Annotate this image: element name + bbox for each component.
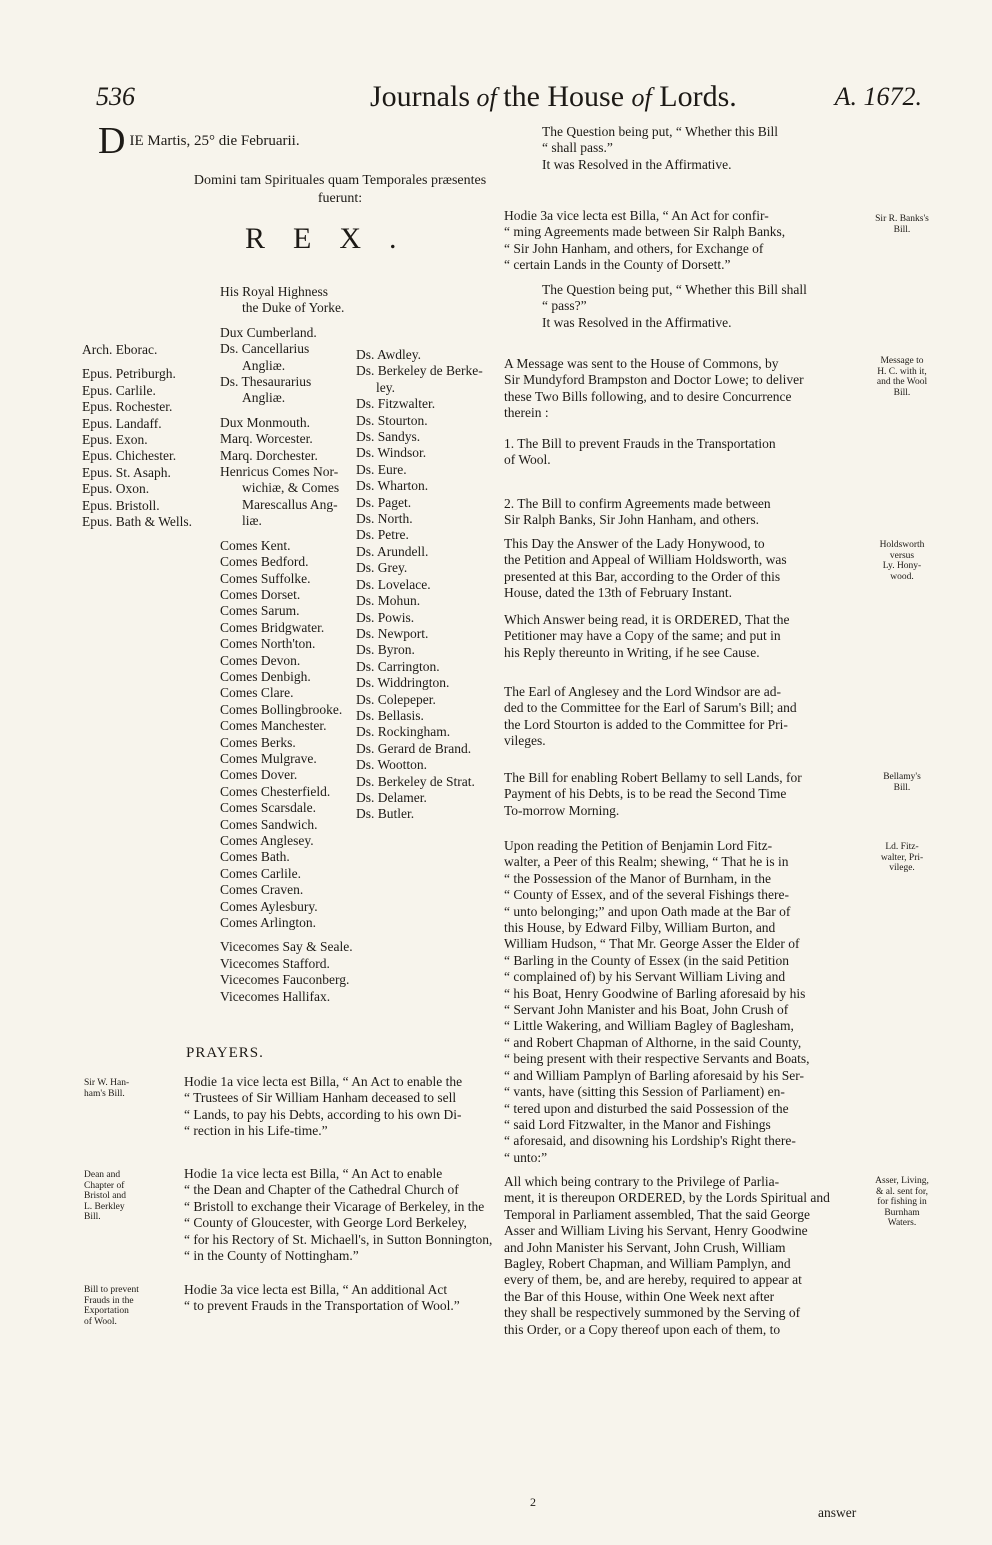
text-line: the Petition and Appeal of William Holdsworth, was <box>504 552 787 568</box>
text-line: Ds. Grey. <box>356 560 408 576</box>
text-line: of Wool. <box>504 452 551 468</box>
running-title: Journals of the House of Lords. <box>370 80 737 113</box>
text-line: these Two Bills following, and to desire Concurrence <box>504 388 792 404</box>
text-line: Payment of his Debts, is to be read the Second Time <box>504 786 787 802</box>
text-line: vilege. <box>889 863 915 873</box>
text-line: Bill. <box>84 1212 101 1222</box>
text-line: Hodie 3a vice lecta est Billa, “ An additional Act <box>184 1282 448 1297</box>
barons-list <box>356 347 483 823</box>
text-line: ment, it is thereupon ORDERED, by the Lords Spiritual and <box>504 1190 830 1206</box>
text-line: Ds. Widdrington. <box>356 675 450 691</box>
text-line: Ds. Mohun. <box>356 593 421 609</box>
text-line: Vicecomes Fauconberg. <box>220 972 350 988</box>
text-line: “ Barling in the County of Essex (in the said Petition <box>504 952 789 968</box>
text-line: “ the Dean and Chapter of the Cathedral Church of <box>184 1182 459 1198</box>
text-line: the Duke of Yorke. <box>242 300 345 316</box>
text-line: Hodie 1a vice lecta est Billa, “ An Act to enable <box>184 1166 443 1181</box>
text-line: Bristol and <box>84 1191 126 1201</box>
text-line: “ County of Gloucester, with George Lord Berkeley, <box>184 1215 467 1231</box>
text-line: Vicecomes Hallifax. <box>220 988 331 1004</box>
margin-note-message <box>856 356 948 398</box>
text-line: “ in the County of Nottingham.” <box>184 1248 359 1264</box>
text-line: Which Answer being read, it is ORDERED, That the <box>504 612 790 627</box>
text-line: his Reply thereunto in Writing, if he see Cause. <box>504 644 760 660</box>
text-line: Hodie 3a vice lecta est Billa, “ An Act for confir- <box>504 208 769 223</box>
text-line: Epus. Bristoll. <box>82 497 160 513</box>
page-number: 536 <box>96 82 135 111</box>
entry-item-1 <box>504 436 850 469</box>
text-line: Henricus Comes Nor- <box>220 464 339 480</box>
text-line: Ds. Butler. <box>356 806 415 822</box>
text-line: Epus. Landaff. <box>82 415 162 431</box>
text-line: Ds. Berkeley de Strat. <box>356 773 475 789</box>
margin-note-holdsworth <box>856 540 948 582</box>
text-line: Epus. Oxon. <box>82 481 150 497</box>
text-line: A Message was sent to the House of Commons, by <box>504 356 779 371</box>
text-line: “ certain Lands in the County of Dorsett.” <box>504 257 731 273</box>
text-line: Comes Dorset. <box>220 586 301 602</box>
text-line: Arch. Eborac. <box>82 342 158 357</box>
archbishops-list <box>82 342 192 530</box>
text-line: Epus. Carlile. <box>82 382 156 398</box>
peers-list <box>220 284 353 1005</box>
text-line: Dean and <box>84 1170 121 1180</box>
text-line: “ tered upon and disturbed the said Possession of the <box>504 1100 789 1116</box>
question-1 <box>504 124 842 173</box>
margin-note-wool <box>84 1285 176 1327</box>
text-line: Epus. Exon. <box>82 432 148 448</box>
text-line: Message to <box>880 356 924 366</box>
text-line: this Order, or a Copy thereof upon each of them, to <box>504 1321 781 1337</box>
text-line: “ for his Rectory of St. Michaell's, in Sutton Bonnington, <box>184 1231 493 1247</box>
text-line: wood. <box>890 571 914 582</box>
text-line: walter, Pri- <box>880 852 924 863</box>
text-line: Ds. Sandys. <box>356 429 421 445</box>
text-line: Sir Ralph Banks, Sir John Hanham, and others. <box>504 512 759 528</box>
text-line: Ds. Gerard de Brand. <box>356 740 472 756</box>
text-line: Bellamy's <box>883 772 921 782</box>
text-line: Ds. Paget. <box>356 494 412 510</box>
text-line: the Bar of this House, within One Week next after <box>504 1288 775 1304</box>
entry-wool-bill <box>184 1282 496 1315</box>
text-line: Comes Kent. <box>220 537 291 553</box>
text-line: Ds. Colepeper. <box>356 691 436 707</box>
text-line: “ Trustees of Sir William Hanham deceased to sell <box>184 1090 457 1106</box>
text-line: To-morrow Morning. <box>504 802 620 818</box>
spacer <box>220 407 353 415</box>
entry-dean-chapter-bill <box>184 1166 496 1264</box>
text-line: Upon reading the Petition of Benjamin Lord Fitz- <box>504 838 773 853</box>
text-line: Comes Berks. <box>220 734 296 750</box>
text-line: Epus. Chichester. <box>82 448 177 464</box>
text-line: The Earl of Anglesey and the Lord Windsor are ad- <box>504 684 781 699</box>
text-line: H. C. with it, <box>877 366 927 377</box>
text-line: “ to prevent Frauds in the Transportation of Wool.” <box>184 1298 460 1314</box>
text-line: Comes North'ton. <box>220 636 316 652</box>
text-line: L. Berkley <box>84 1201 125 1212</box>
text-line: Comes Devon. <box>220 652 301 668</box>
text-line: therein : <box>504 405 549 421</box>
text-line: Asser, Living, <box>875 1176 929 1186</box>
text-line: “ aforesaid, and disowning his Lordship's Right there- <box>504 1133 796 1149</box>
text-line: Comes Scarsdale. <box>220 800 316 816</box>
text-line: Temporal in Parliament assembled, That the said George <box>504 1206 810 1222</box>
text-line: “ complained of) by his Servant William Living and <box>504 969 786 985</box>
text-line: “ ming Agreements made between Sir Ralph Banks, <box>504 224 786 240</box>
text-line: Marq. Dorchester. <box>220 447 318 463</box>
text-line: Ds. Delamer. <box>356 789 427 805</box>
text-line: Vicecomes Say & Seale. <box>220 939 353 955</box>
text-line: and John Manister his Servant, John Crush, William <box>504 1239 786 1255</box>
text-line: wichiæ, & Comes <box>242 480 340 496</box>
text-line: “ Lands, to pay his Debts, according to his own Di- <box>184 1106 462 1122</box>
text-line: “ Bristoll to exchange their Vicarage of Berkeley, in the <box>184 1198 485 1214</box>
text-line: “ Servant John Manister and his Boat, John Crush of <box>504 1002 789 1018</box>
entry-bellamy <box>504 770 850 819</box>
text-line: Marescallus Ang- <box>242 496 338 512</box>
text-line: “ his Boat, Henry Goodwine of Barling aforesaid by his <box>504 985 806 1001</box>
entry-holdsworth <box>504 536 850 602</box>
text-line: Sir W. Han- <box>84 1078 130 1088</box>
text-line: Ds. Wharton. <box>356 478 429 494</box>
text-line: Bill to prevent <box>84 1285 139 1295</box>
text-line: Comes Manchester. <box>220 718 327 734</box>
text-line: Ds. Wootton. <box>356 757 428 773</box>
text-line: “ rection in his Life-time.” <box>184 1123 328 1139</box>
text-line: Angliæ. <box>242 357 286 373</box>
text-line: Comes Chesterfield. <box>220 783 331 799</box>
signature-mark: 2 <box>530 1495 536 1509</box>
catchword: answer <box>818 1505 857 1520</box>
text-line: of Wool. <box>84 1316 117 1327</box>
text-line: Ds. Fitzwalter. <box>356 396 436 412</box>
text-line: Waters. <box>887 1218 917 1228</box>
text-line: Ds. North. <box>356 511 413 527</box>
text-line: This Day the Answer of the Lady Honywood, to <box>504 536 765 551</box>
text-line: “ pass?” <box>542 298 587 314</box>
text-line: House, dated the 13th of February Instant. <box>504 585 732 601</box>
text-line: Comes Sandwich. <box>220 816 318 832</box>
text-line: this House, by Edward Filby, William Burton, and <box>504 920 776 936</box>
text-line: Ds. Powis. <box>356 609 415 625</box>
text-line: Bill. <box>893 782 911 793</box>
question-2 <box>504 282 850 331</box>
attendance-heading: Domini tam Spirituales quam Temporales præsentes fuerunt: <box>193 173 487 206</box>
text-line: Comes Mulgrave. <box>220 750 317 766</box>
text-line: Sir Mundyford Brampston and Doctor Lowe; to deliver <box>504 372 804 388</box>
margin-note-asser <box>856 1176 948 1229</box>
text-line: 2. The Bill to confirm Agreements made between <box>504 496 771 511</box>
text-line: “ and Robert Chapman of Althorne, in the said County, <box>504 1034 802 1050</box>
text-line: ley. <box>376 379 395 395</box>
text-line: Comes Bedford. <box>220 554 309 570</box>
text-line: Ds. Lovelace. <box>356 576 431 592</box>
text-line: liæ. <box>242 513 262 529</box>
margin-note-banks <box>856 214 948 235</box>
text-line: for fishing in <box>877 1197 927 1207</box>
text-line: Ld. Fitz- <box>885 842 919 852</box>
margin-note-fitzwalter <box>856 842 948 874</box>
text-line: Burnham <box>884 1207 920 1218</box>
text-line: Angliæ. <box>242 390 286 406</box>
text-line: “ County of Essex, and of the several Fishings there- <box>504 887 789 903</box>
text-line: ded to the Committee for the Earl of Sarum's Bill; and <box>504 700 797 716</box>
text-line: Ds. Thesaurarius <box>220 374 312 390</box>
text-line: 1. The Bill to prevent Frauds in the Transportation <box>504 436 776 451</box>
text-line: It was Resolved in the Affirmative. <box>542 314 732 330</box>
rex-heading: REX. <box>245 222 425 255</box>
text-line: Comes Denbigh. <box>220 668 311 684</box>
text-line: Comes Bath. <box>220 849 290 865</box>
text-line: Comes Sarum. <box>220 603 300 619</box>
text-line: Petitioner may have a Copy of the same; and put in <box>504 628 781 644</box>
text-line: Ds. Carrington. <box>356 658 440 674</box>
margin-note-dean-chapter <box>84 1170 176 1223</box>
text-line: Ds. Cancellarius <box>220 341 310 357</box>
prayers-heading: PRAYERS. <box>186 1045 264 1061</box>
text-line: Comes Bridgwater. <box>220 619 325 635</box>
entry-item-2 <box>504 496 850 529</box>
text-line: Exportation <box>84 1306 129 1316</box>
margin-note-hanham <box>84 1078 176 1099</box>
spacer <box>220 530 353 538</box>
text-line: “ said Lord Fitzwalter, in the Manor and Fishings <box>504 1116 771 1132</box>
text-line: and the Wool <box>876 377 928 387</box>
text-line: Epus. Petriburgh. <box>82 366 176 382</box>
text-line: Ds. Rockingham. <box>356 724 451 740</box>
text-line: Holdsworth <box>879 540 925 550</box>
text-line: “ unto belonging;” and upon Oath made at the Bar of <box>504 903 791 919</box>
spacer <box>220 317 353 325</box>
text-line: Asser and William Living his Servant, Henry Goodwine <box>504 1223 808 1239</box>
text-line: Ds. Byron. <box>356 642 415 658</box>
text-line: The Bill for enabling Robert Bellamy to sell Lands, for <box>504 770 802 785</box>
text-line: Ds. Eure. <box>356 461 407 477</box>
text-line: Frauds in the <box>84 1295 134 1306</box>
text-line: Dux Monmouth. <box>220 414 311 430</box>
text-line: “ being present with their respective Servants and Boats, <box>504 1051 810 1067</box>
text-line: Epus. Bath & Wells. <box>82 514 193 530</box>
text-line: William Hudson, “ That Mr. George Asser the Elder of <box>504 936 800 952</box>
text-line: Bill. <box>893 224 911 235</box>
text-line: the Lord Stourton is added to the Committee for Pri- <box>504 716 788 732</box>
text-line: Marq. Worcester. <box>220 431 313 447</box>
text-line: Dux Cumberland. <box>220 324 317 340</box>
text-line: Comes Carlile. <box>220 865 301 881</box>
session-date: DIE Martis, 25° die Februarii. <box>98 120 300 162</box>
entry-anglesey <box>504 684 850 750</box>
entry-banks-bill <box>504 208 850 274</box>
text-line: Epus. Rochester. <box>82 399 173 415</box>
spacer <box>220 931 353 939</box>
text-line: Comes Anglesey. <box>220 833 314 848</box>
text-line: His Royal Highness <box>220 284 328 299</box>
text-line: Ds. Windsor. <box>356 445 427 461</box>
text-line: The Question being put, “ Whether this Bill shall <box>542 282 807 297</box>
text-line: “ Sir John Hanham, and others, for Exchange of <box>504 240 764 256</box>
text-line: Comes Aylesbury. <box>220 898 318 914</box>
text-line: Hodie 1a vice lecta est Billa, “ An Act to enable the <box>184 1074 463 1089</box>
text-line: Bagley, Robert Chapman, and William Pamplyn, and <box>504 1256 791 1272</box>
text-line: Bill. <box>893 387 911 398</box>
text-line: Ds. Stourton. <box>356 412 428 428</box>
entry-fitzwalter <box>504 838 850 1166</box>
text-line: Sir R. Banks's <box>875 214 929 224</box>
text-line: every of them, be, and are hereby, required to appear at <box>504 1272 802 1288</box>
text-line: Comes Craven. <box>220 882 304 898</box>
text-line: ham's Bill. <box>84 1088 125 1099</box>
entry-message <box>504 356 850 422</box>
margin-note-bellamy <box>856 772 948 793</box>
text-line: Ds. Berkeley de Berke- <box>356 363 483 379</box>
text-line: “ and William Pamplyn of Barling aforesaid by his Ser- <box>504 1067 804 1083</box>
text-line: All which being contrary to the Privilege of Parlia- <box>504 1174 780 1189</box>
text-line: “ Little Wakering, and William Bagley of Baglesham, <box>504 1018 794 1034</box>
text-line: Ly. Hony- <box>882 561 922 571</box>
text-line: Ds. Newport. <box>356 625 429 641</box>
text-line: Ds. Awdley. <box>356 347 422 362</box>
text-line: Vicecomes Stafford. <box>220 955 330 971</box>
text-line: Ds. Bellasis. <box>356 707 424 723</box>
text-line: Chapter of <box>84 1180 125 1191</box>
text-line: versus <box>889 550 915 561</box>
text-line: “ the Possession of the Manor of Burnham, in the <box>504 870 771 886</box>
entry-ordered <box>504 612 850 661</box>
text-line: “ vants, have (sitting this Session of Parliament) en- <box>504 1084 785 1100</box>
text-line: walter, a Peer of this Realm; shewing, “ That he is in <box>504 854 789 870</box>
text-line: Comes Dover. <box>220 767 298 783</box>
text-line: & al. sent for, <box>875 1186 929 1197</box>
text-line: presented at this Bar, according to the Order of this <box>504 568 781 584</box>
text-line: they shall be respectively summoned by the Serving of <box>504 1305 801 1321</box>
text-line: It was Resolved in the Affirmative. <box>542 156 732 172</box>
text-line: “ unto:” <box>504 1149 548 1165</box>
text-line: Comes Clare. <box>220 685 294 701</box>
text-line: Ds. Petre. <box>356 527 409 543</box>
text-line: “ shall pass.” <box>542 140 613 156</box>
entry-asser <box>504 1174 850 1338</box>
text-line: Epus. St. Asaph. <box>82 464 171 480</box>
text-line: The Question being put, “ Whether this Bill <box>542 124 778 139</box>
spacer <box>82 358 192 366</box>
text-line: Comes Arlington. <box>220 915 317 931</box>
text-line: Comes Bollingbrooke. <box>220 701 343 717</box>
text-line: vileges. <box>504 733 546 749</box>
year: A. 1672. <box>834 82 922 111</box>
entry-hanham-bill <box>184 1074 496 1140</box>
text-line: Comes Suffolke. <box>220 570 311 586</box>
text-line: Ds. Arundell. <box>356 543 429 559</box>
